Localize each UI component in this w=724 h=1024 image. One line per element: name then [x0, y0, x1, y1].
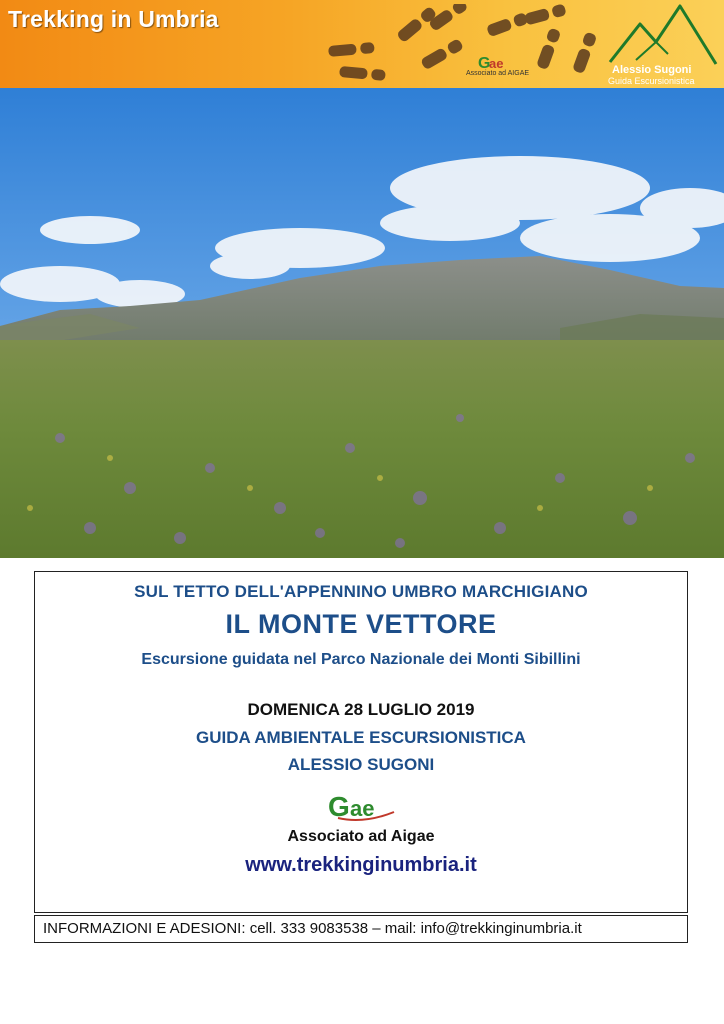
gae-caption: Associato ad AIGAE — [466, 70, 530, 77]
website-link[interactable]: www.trekkinginumbria.it — [245, 854, 477, 876]
svg-text:ae: ae — [489, 56, 504, 71]
guide-role: GUIDA AMBIENTALE ESCURSIONISTICA — [196, 728, 526, 747]
event-box — [34, 571, 688, 913]
event-subtitle: Escursione guidata nel Parco Nazionale dei Monti Sibillini — [141, 651, 581, 668]
svg-text:ae: ae — [350, 796, 375, 821]
event-title: IL MONTE VETTORE — [225, 609, 497, 639]
event-date: DOMENICA 28 LUGLIO 2019 — [247, 700, 475, 719]
header-banner — [0, 0, 724, 88]
header-title: Trekking in Umbria — [8, 6, 219, 32]
event-kicker: SUL TETTO DELL'APPENNINO UMBRO MARCHIGIANO — [134, 582, 588, 601]
brand-subtitle: Guida Escursionistica — [608, 76, 695, 86]
svg-text:G: G — [478, 55, 491, 72]
svg-text:G: G — [328, 791, 350, 822]
gae-logo-small — [456, 48, 536, 84]
info-box — [34, 915, 688, 943]
info-text: INFORMAZIONI E ADESIONI: cell. 333 9083538 – mail: info@trekkinginumbria.it — [43, 920, 582, 937]
brand-name: Alessio Sugoni — [612, 64, 692, 76]
mountain-meadow-photo — [0, 88, 724, 558]
gae-logo — [324, 788, 404, 824]
guide-name: ALESSIO SUGONI — [287, 755, 435, 774]
association-label: Associato ad Aigae — [287, 828, 435, 845]
